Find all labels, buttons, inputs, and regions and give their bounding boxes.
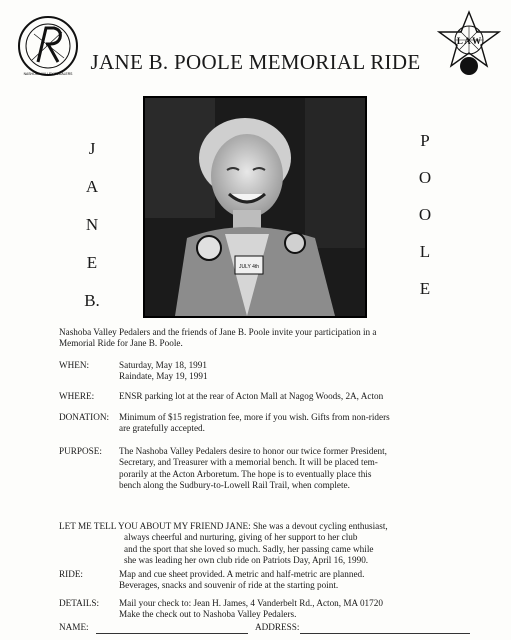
law-logo-text: L A W [456,36,482,46]
value-line: The Nashoba Valley Pedalers desire to honor our twice former President, [119,446,387,456]
purpose-value [119,446,479,492]
name-label: NAME: [59,622,89,632]
value-line: Minimum of $15 registration fee, more if you wish. Gifts from non-riders [119,412,390,422]
value-line: Secretary, and Treasurer with a memorial bench. It will be placed tem- [119,457,378,468]
portrait-photo [143,96,367,318]
details-value [119,598,479,621]
ride-label: RIDE: [59,569,83,579]
when-label: WHEN: [59,360,90,370]
vertical-letter: E [419,279,431,298]
intro-line: Nashoba Valley Pedalers and the friends of Jane B. Poole invite your participation in a [59,327,377,337]
value-line: Raindate, May 19, 1991 [119,371,208,382]
value-line: porarily at the Acton Arboretum. The hope is to eventually place this [119,468,372,479]
vertical-letter: L [419,242,431,261]
vertical-letter: P [420,131,430,150]
value-line: Make the check out to Nashoba Valley Pedalers. [119,609,297,620]
address-label: ADDRESS: [255,622,300,632]
vertical-letter: E [86,253,98,272]
where-value [119,391,479,402]
when-value [119,360,479,383]
ride-value [119,569,479,592]
friend-line: always cheerful and nurturing, giving of her support to her club [124,532,358,543]
value-line: Mail your check to: Jean H. James, 4 Vanderbelt Rd., Acton, MA 01720 [119,598,383,608]
vertical-letter: J [88,139,96,158]
value-line: bench along the Sudbury-to-Lowell Rail Trail, when complete. [119,480,350,491]
donation-value [119,412,479,435]
intro-paragraph [59,327,459,350]
friend-paragraph [59,521,479,567]
vertical-letter: A [85,177,99,196]
friend-line: and the sport that she loved so much. Sadly, her passing came while [124,543,374,554]
donation-label: DONATION: [59,412,110,422]
details-label: DETAILS: [59,598,100,608]
value-line: Beverages, snacks and souvenir of ride at the starting point. [119,580,339,591]
value-line: Saturday, May 18, 1991 [119,360,207,370]
value-line: Map and cue sheet provided. A metric and half-metric are planned. [119,569,365,579]
address-field[interactable] [300,633,470,634]
vertical-name-jane [82,130,102,320]
vertical-name-poole [415,127,435,312]
purpose-label: PURPOSE: [59,446,102,456]
name-field[interactable] [96,633,248,634]
friend-body [59,532,479,566]
value-line: are gratefully accepted. [119,423,205,434]
friend-line: she was leading her own club ride on Patriots Day, April 16, 1990. [124,555,369,566]
photo-badge-text: JULY 4th [238,264,260,270]
vertical-letter: N [85,215,99,234]
where-label: WHERE: [59,391,95,401]
intro-line: Memorial Ride for Jane B. Poole. [59,338,183,349]
value-line: ENSR parking lot at the rear of Acton Mall at Nagog Woods, 2A, Acton [119,391,384,401]
vertical-letter: O [418,168,432,187]
vertical-letter: B. [84,291,100,310]
page-title: JANE B. POOLE MEMORIAL RIDE [90,50,421,74]
vertical-letter: O [418,205,432,224]
friend-lead: LET ME TELL YOU ABOUT MY FRIEND JANE: She was a devout cycling enthusiast, [59,521,388,531]
nvp-logo-text: NASHOBA VALLEY PEDALERS [23,72,73,76]
